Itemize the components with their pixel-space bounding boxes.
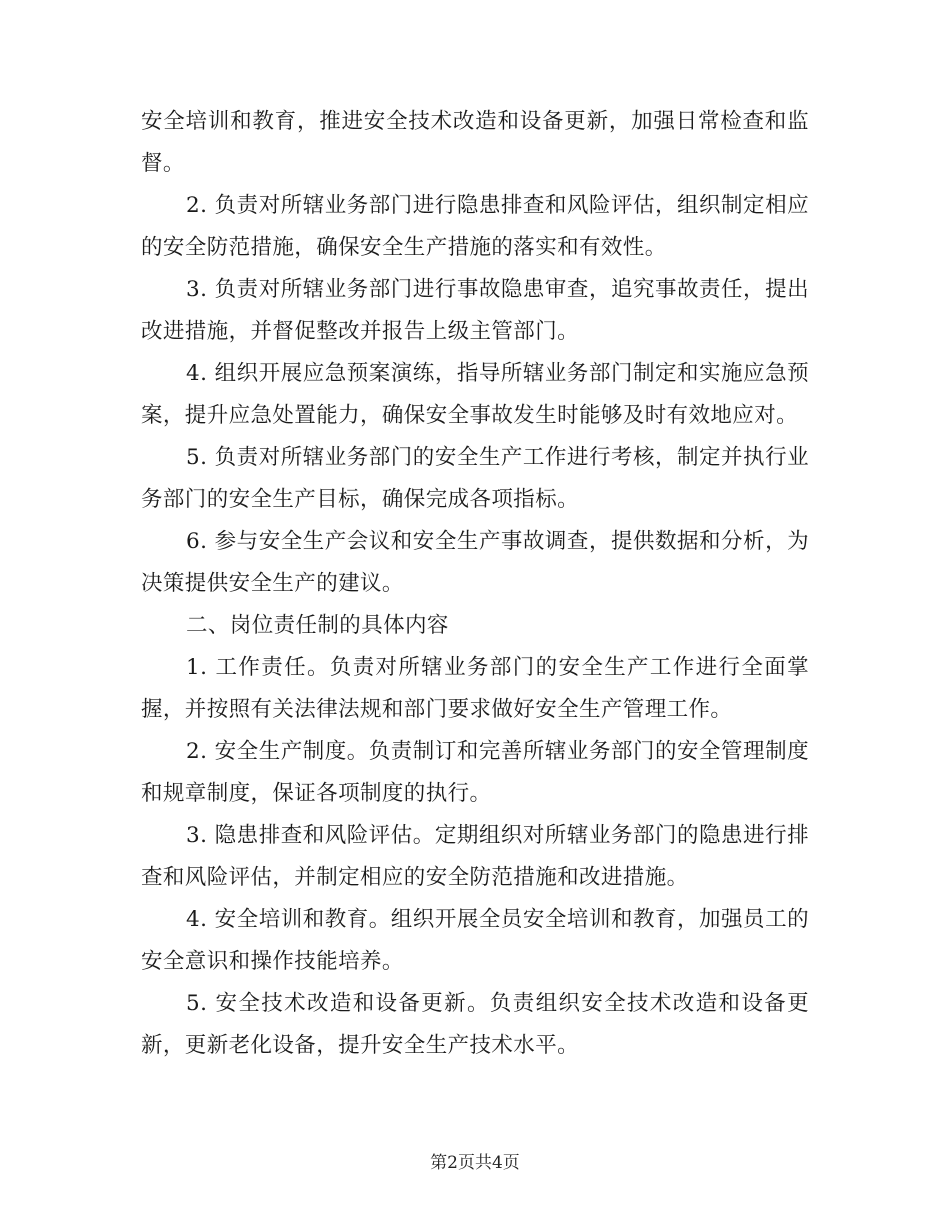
paragraph-duty-2: 2. 负责对所辖业务部门进行隐患排查和风险评估，组织制定相应的安全防范措施，确保安全生产措施的落实和有效性。 (141, 193, 809, 260)
paragraph-continuation: 安全培训和教育，推进安全技术改造和设备更新，加强日常检查和监督。 (141, 109, 809, 176)
paragraph-content-2: 2. 安全生产制度。负责制订和完善所辖业务部门的安全管理制度和规章制度，保证各项制度的执行。 (141, 739, 809, 806)
paragraph-content-1: 1. 工作责任。负责对所辖业务部门的安全生产工作进行全面掌握，并按照有关法律法规和部门要求做好安全生产管理工作。 (141, 655, 809, 722)
paragraph-duty-3: 3. 负责对所辖业务部门进行事故隐患审查，追究事故责任，提出改进措施，并督促整改并报告上级主管部门。 (141, 277, 809, 344)
paragraph-content-3: 3. 隐患排查和风险评估。定期组织对所辖业务部门的隐患进行排查和风险评估，并制定相应的安全防范措施和改进措施。 (141, 823, 809, 890)
document-body (141, 101, 809, 1067)
paragraph-content-5: 5. 安全技术改造和设备更新。负责组织安全技术改造和设备更新，更新老化设备，提升安全生产技术水平。 (141, 991, 809, 1058)
paragraph-content-4: 4. 安全培训和教育。组织开展全员安全培训和教育，加强员工的安全意识和操作技能培养。 (141, 907, 809, 974)
paragraph-duty-6: 6. 参与安全生产会议和安全生产事故调查，提供数据和分析，为决策提供安全生产的建议。 (141, 529, 809, 596)
page-number-footer: 第2页共4页 (430, 1153, 520, 1173)
paragraph-duty-5: 5. 负责对所辖业务部门的安全生产工作进行考核，制定并执行业务部门的安全生产目标，确保完成各项指标。 (141, 445, 809, 512)
section-heading: 二、岗位责任制的具体内容 (186, 613, 449, 638)
paragraph-duty-4: 4. 组织开展应急预案演练，指导所辖业务部门制定和实施应急预案，提升应急处置能力，确保安全事故发生时能够及时有效地应对。 (141, 361, 809, 428)
